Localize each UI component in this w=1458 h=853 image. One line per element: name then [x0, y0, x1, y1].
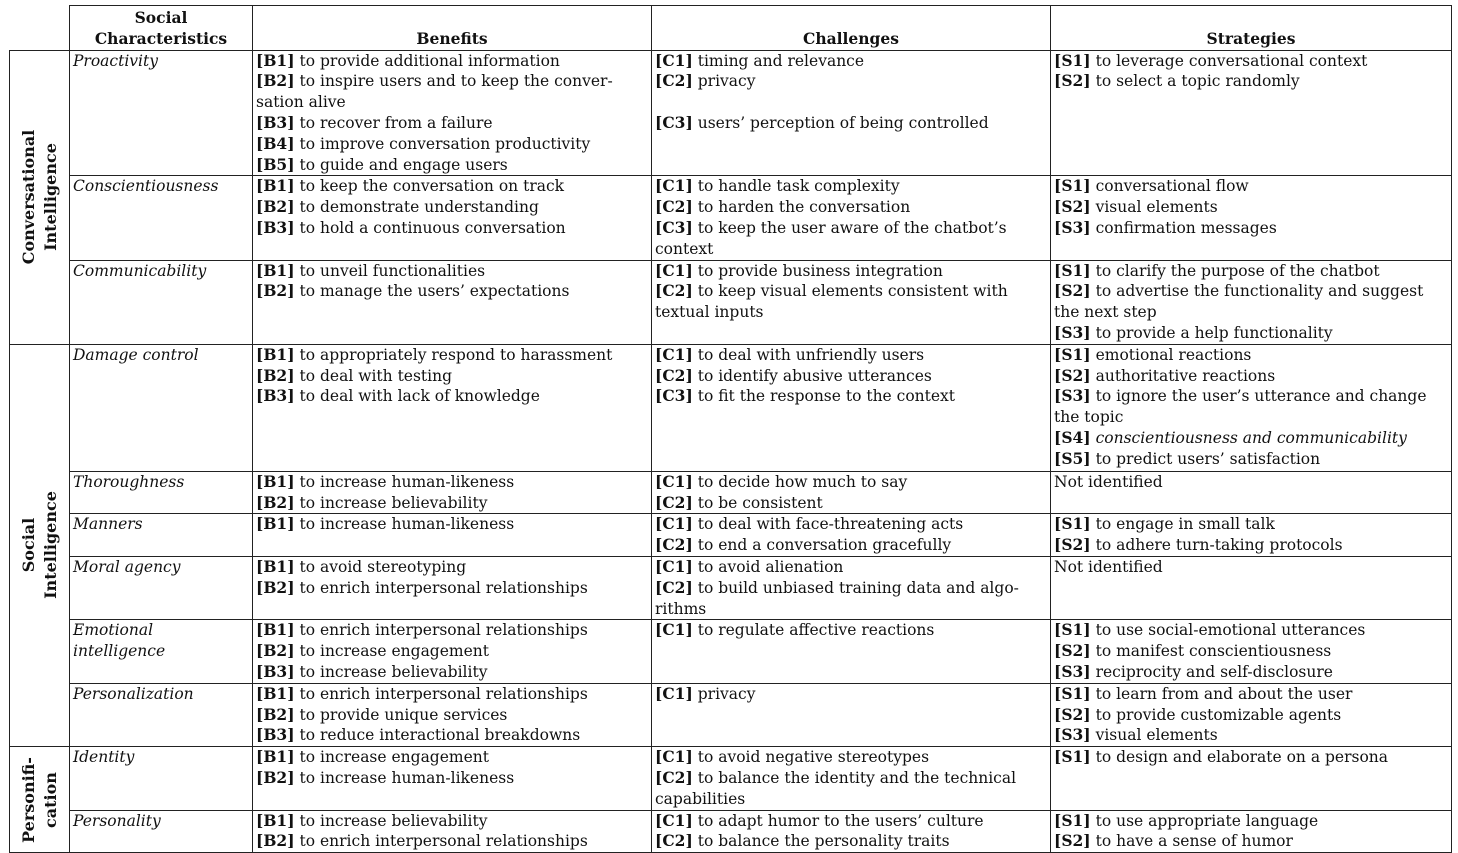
characteristic-name: Thoroughness: [70, 471, 253, 514]
strategy-item: [S3] to ignore the user’s utterance and change the topic: [1054, 386, 1427, 427]
benefit-item: [B2] to provide unique services: [256, 704, 508, 724]
challenge-item: [C1] timing and relevance: [655, 50, 865, 70]
benefit-item: [B2] to manage the users’ expectations: [256, 281, 570, 301]
benefit-item: [B1] to provide additional information: [256, 50, 560, 70]
strategy-item: [S3] visual elements: [1054, 725, 1218, 745]
strategies-cell: [1051, 514, 1452, 557]
challenge-item: [C2] privacy: [655, 71, 756, 91]
strategy-item: [S2] to manifest conscientiousness: [1054, 641, 1332, 661]
challenge-item: [C2] to build unbiased training data and algo-rithms: [655, 577, 1019, 618]
strategy-not-identified: Not identified: [1054, 472, 1163, 491]
benefit-item: [B2] to increase engagement: [256, 641, 489, 661]
strategy-item: [S2] to have a sense of humor: [1054, 831, 1293, 851]
benefit-item: [B5] to guide and engage users: [256, 154, 508, 174]
group-label-line2: Intelligence: [40, 491, 60, 600]
benefits-cell: [253, 50, 652, 176]
characteristic-name: [70, 620, 253, 683]
benefit-item: [B2] to increase human-likeness: [256, 767, 515, 787]
characteristic-name: Damage control: [70, 344, 253, 471]
table-row: [10, 556, 1452, 619]
characteristic-name: Moral agency: [70, 556, 253, 619]
table-row: [10, 176, 1452, 260]
strategies-cell: [1051, 50, 1452, 176]
strategies-cell: [1051, 176, 1452, 260]
challenge-item: [C3] users’ perception of being controlled: [655, 112, 989, 132]
strategy-item: [S2] to adhere turn-taking protocols: [1054, 535, 1343, 555]
strategy-item: [S3] reciprocity and self-disclosure: [1054, 661, 1333, 681]
benefit-item: [B1] to increase engagement: [256, 747, 489, 767]
challenge-item: [C2] to balance the identity and the technical capabilities: [655, 767, 1017, 808]
benefit-item: [B1] to enrich interpersonal relationships: [256, 683, 588, 703]
strategy-item: [S2] authoritative reactions: [1054, 365, 1276, 385]
characteristic-name-line1: Emotional: [73, 621, 154, 640]
strategy-item: [S2] visual elements: [1054, 197, 1218, 217]
challenge-item: [C2] to identify abusive utterances: [655, 365, 932, 385]
benefit-item: [B2] to increase believability: [256, 492, 488, 512]
challenges-cell: [652, 556, 1051, 619]
challenge-item: [C1] to provide business integration: [655, 260, 943, 280]
benefits-cell: [253, 344, 652, 471]
header-social-characteristics: [70, 6, 253, 51]
strategies-cell: [1051, 683, 1452, 746]
characteristic-name: Proactivity: [70, 50, 253, 176]
group-label-line2: Intelligence: [40, 143, 60, 252]
benefit-item: [B1] to increase human-likeness: [256, 514, 515, 534]
challenge-item: [C2] to keep visual elements consistent with textual inputs: [655, 281, 1008, 322]
strategy-item: [S5] to predict users’ satisfaction: [1054, 448, 1321, 468]
strategies-cell: [1051, 260, 1452, 344]
header-col1-line1: Social: [134, 8, 188, 27]
challenges-cell: [652, 471, 1051, 514]
benefit-item: [B2] to enrich interpersonal relationships: [256, 577, 588, 597]
benefits-cell: [253, 810, 652, 853]
strategy-item: [S1] to clarify the purpose of the chatbot: [1054, 260, 1380, 280]
group-label-line1: Personifi-: [18, 756, 38, 843]
strategy-item: [S2] to advertise the functionality and suggest the next step: [1054, 281, 1424, 322]
challenge-item: [C2] to end a conversation gracefully: [655, 535, 952, 555]
header-row: [10, 6, 1452, 51]
strategies-cell: [1051, 620, 1452, 683]
benefit-item: [B3] to deal with lack of knowledge: [256, 386, 540, 406]
benefits-cell: [253, 471, 652, 514]
challenge-item: [C1] to adapt humor to the users’ culture: [655, 810, 984, 830]
header-corner: [10, 6, 70, 51]
challenge-item: [C1] privacy: [655, 683, 756, 703]
challenges-cell: [652, 176, 1051, 260]
strategy-item: [S1] to use social-emotional utterances: [1054, 620, 1366, 640]
benefits-cell: [253, 620, 652, 683]
strategy-item: [S1] emotional reactions: [1054, 344, 1252, 364]
table-row: [10, 683, 1452, 746]
challenge-item: [C1] to deal with unfriendly users: [655, 344, 925, 364]
challenge-item: [C3] to fit the response to the context: [655, 386, 956, 406]
challenges-cell: [652, 344, 1051, 471]
challenges-cell: [652, 683, 1051, 746]
strategies-cell: [1051, 810, 1452, 853]
strategy-item: [S1] to use appropriate language: [1054, 810, 1319, 830]
challenge-item: [C2] to harden the conversation: [655, 197, 911, 217]
benefit-item: [B1] to increase believability: [256, 810, 488, 830]
table-row: [10, 344, 1452, 471]
strategy-item: [S2] to provide customizable agents: [1054, 704, 1342, 724]
challenge-item: [C1] to avoid negative stereotypes: [655, 747, 930, 767]
group-label-line2: cation: [40, 771, 60, 828]
benefits-cell: [253, 683, 652, 746]
strategy-item: [S1] to engage in small talk: [1054, 514, 1275, 534]
header-benefits: Benefits: [253, 6, 652, 51]
header-strategies: Strategies: [1051, 6, 1452, 51]
benefit-item: [B1] to keep the conversation on track: [256, 176, 565, 196]
characteristic-name: Identity: [70, 747, 253, 810]
challenge-item: [C1] to regulate affective reactions: [655, 620, 935, 640]
challenges-cell: [652, 810, 1051, 853]
benefit-item: [B1] to increase human-likeness: [256, 471, 515, 491]
strategy-item: [S1] conversational flow: [1054, 176, 1249, 196]
benefit-item: [B2] to deal with testing: [256, 365, 453, 385]
challenges-cell: [652, 620, 1051, 683]
benefit-item: [B1] to avoid stereotyping: [256, 556, 467, 576]
strategy-item: [S4] conscientiousness and communicability: [1054, 427, 1407, 447]
table-row: [10, 471, 1452, 514]
challenges-cell: [652, 747, 1051, 810]
strategies-cell: [1051, 556, 1452, 619]
strategy-item: [S3] to provide a help functionality: [1054, 322, 1333, 342]
challenge-item: [C1] to handle task complexity: [655, 176, 900, 196]
group-personification: [10, 747, 70, 853]
benefits-cell: [253, 747, 652, 810]
benefits-cell: [253, 260, 652, 344]
benefit-item: [B3] to reduce interactional breakdowns: [256, 725, 581, 745]
challenge-item: [C1] to deal with face-threatening acts: [655, 514, 964, 534]
characteristic-name: Conscientiousness: [70, 176, 253, 260]
benefit-item: [B2] to enrich interpersonal relationships: [256, 831, 588, 851]
table-row: [10, 260, 1452, 344]
benefit-item: [B3] to recover from a failure: [256, 112, 493, 132]
challenges-cell: [652, 260, 1051, 344]
benefit-item: [B1] to appropriately respond to harassment: [256, 344, 613, 364]
characteristic-name-line2: intelligence: [73, 642, 166, 661]
characteristic-name: Communicability: [70, 260, 253, 344]
benefit-item: [B2] to inspire users and to keep the conver-sation alive: [256, 71, 613, 112]
benefits-cell: [253, 176, 652, 260]
strategy-item: [S1] to design and elaborate on a persona: [1054, 747, 1389, 767]
group-label-line1: Conversational: [18, 129, 38, 265]
table-row: [10, 514, 1452, 557]
benefit-item: [B3] to increase believability: [256, 661, 488, 681]
strategies-cell: [1051, 747, 1452, 810]
benefit-item: [B1] to enrich interpersonal relationships: [256, 620, 588, 640]
header-challenges: Challenges: [652, 6, 1051, 51]
strategies-cell: [1051, 471, 1452, 514]
challenge-item: [C1] to avoid alienation: [655, 556, 844, 576]
characteristic-name: Personalization: [70, 683, 253, 746]
table-row: [10, 747, 1452, 810]
characteristic-name: Manners: [70, 514, 253, 557]
social-characteristics-table: [9, 5, 1452, 853]
strategy-item: [S1] to leverage conversational context: [1054, 50, 1368, 70]
challenges-cell: [652, 50, 1051, 176]
table-row: [10, 620, 1452, 683]
challenge-item: [C3] to keep the user aware of the chatbot’s context: [655, 217, 1007, 258]
challenge-item: [C2] to be consistent: [655, 492, 823, 512]
characteristic-name: Personality: [70, 810, 253, 853]
challenges-cell: [652, 514, 1051, 557]
benefits-cell: [253, 556, 652, 619]
header-col1-line2: Characteristics: [94, 28, 228, 48]
strategy-not-identified: Not identified: [1054, 557, 1163, 576]
group-conversational-intelligence: [10, 50, 70, 344]
benefits-cell: [253, 514, 652, 557]
table-row: [10, 810, 1452, 853]
strategies-cell: [1051, 344, 1452, 471]
strategy-item: [S3] confirmation messages: [1054, 217, 1277, 237]
benefit-item: [B1] to unveil functionalities: [256, 260, 486, 280]
group-social-intelligence: [10, 344, 70, 746]
benefit-item: [B3] to hold a continuous conversation: [256, 217, 566, 237]
challenge-item: [C1] to decide how much to say: [655, 471, 908, 491]
strategy-item: [S1] to learn from and about the user: [1054, 683, 1353, 703]
benefit-item: [B4] to improve conversation productivity: [256, 133, 591, 153]
strategy-item: [S2] to select a topic randomly: [1054, 71, 1300, 91]
group-label-line1: Social: [18, 518, 38, 573]
benefit-item: [B2] to demonstrate understanding: [256, 197, 539, 217]
challenge-item: [C2] to balance the personality traits: [655, 831, 950, 851]
table-row: [10, 50, 1452, 176]
